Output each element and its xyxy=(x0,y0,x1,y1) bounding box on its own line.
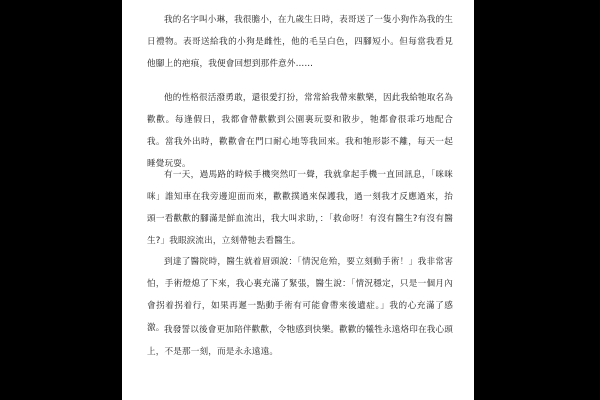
paragraph-4: 到達了醫院時，醫生就着眉頭說：「情況危殆，要立刻動手術！」我非常害怕，手術燈熄了下來，我心裏充滿了緊張，醫生說：「情況穩定，只是一個月內會拐着拐着行，如果再遲一點動手術有可能會帶來後遺症。」我的心充滿了感激。 xyxy=(147,257,453,333)
paragraph-1: 我的名字叫小琳，我很膽小，在九歲生日時，表哥送了一隻小狗作為我的生日禮物。表哥送給我的小狗是雌性，他的毛呈白色，四腳短小。但每當我看見他腳上的疤痕，我便會回想到那件意外…… xyxy=(147,15,453,69)
document-page xyxy=(122,0,474,400)
paragraph-2: 他的性格很活潑勇敢，還很愛打扮，常常給我帶來歡樂，因此我給牠取名為歡歡。每逢假日，我都會帶歡歡到公園裏玩耍和散步，牠都會很乖巧地配合我。當我外出時，歡歡會在門口耐心地等我回來。我和牠形影不離，每天一起睡覺玩耍。 xyxy=(147,93,453,169)
paragraph-3: 有一天，過馬路的時候手機突然叮一聲，我就拿起手機一直回訊息，「咪咪咪」誰知車在我旁邊迎面而來，歡歡撲過來保護我，過一刻我才反應過來，抬頭一看歡歡的腳滿是鮮血流出，我大叫求助，：「救命呀！有沒有醫生?有沒有醫生?」我眼淚流出，立刻帶牠去看醫生。 xyxy=(147,170,453,246)
paragraph-5: 我發誓以後會更加陪伴歡歡，令牠感到快樂。歡歡的犧牲永遠烙印在我心頭上，不是那一刻，而是永永遠遠。 xyxy=(147,325,453,357)
